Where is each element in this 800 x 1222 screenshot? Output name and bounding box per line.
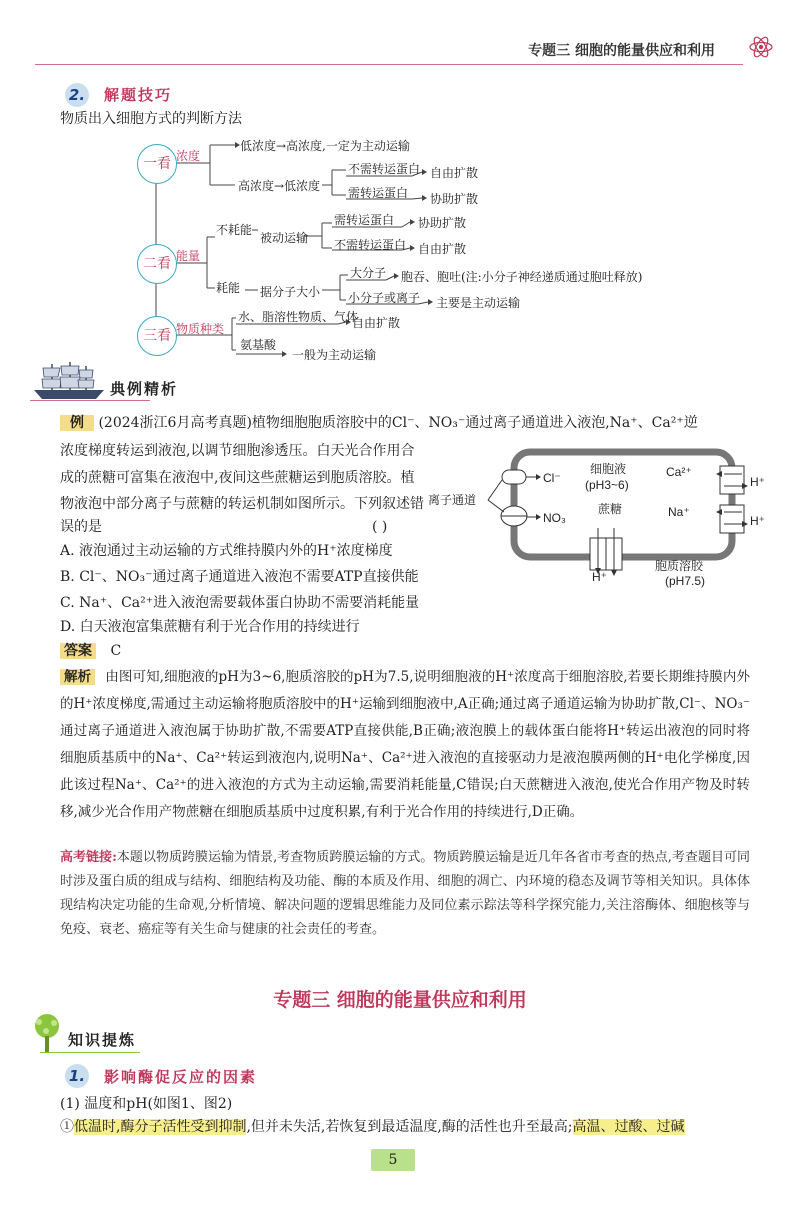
look-one-circle: 一看 bbox=[137, 144, 177, 184]
label-sucrose: 蔗糖 bbox=[598, 502, 623, 516]
answer-value: C bbox=[110, 643, 122, 659]
header-title: 专题三 细胞的能量供应和利用 bbox=[528, 43, 715, 59]
node-assisted-diffusion-1: 协助扩散 bbox=[430, 192, 479, 206]
label-ion-channel: 离子通道 bbox=[428, 493, 477, 507]
node-free-diffusion-1: 自由扩散 bbox=[430, 166, 479, 180]
answer-row bbox=[60, 640, 121, 662]
node-high-to-low: 高浓度→低浓度 bbox=[238, 179, 321, 193]
node-need-protein-2: 需转运蛋白 bbox=[334, 213, 395, 227]
node-energy: 耗能 bbox=[216, 281, 241, 295]
example-line-2: 浓度梯度转运到液泡,以调节细胞渗透压。白天光合作用合 bbox=[60, 443, 415, 459]
category-substance: 物质种类 bbox=[176, 322, 225, 336]
node-by-size: 据分子大小 bbox=[260, 285, 321, 299]
node-no-protein-1: 不需转运蛋白 bbox=[348, 162, 421, 176]
section-subtitle: 物质出入细胞方式的判断方法 bbox=[60, 111, 242, 127]
section-number-1: 1. bbox=[65, 1064, 89, 1088]
knowledge-underline bbox=[40, 1052, 140, 1053]
node-small-molecule: 小分子或离子 bbox=[348, 291, 421, 305]
option-c: C. Na⁺、Ca²⁺进入液泡需要载体蛋白协助不需要消耗能量 bbox=[60, 595, 420, 611]
ship-icon bbox=[30, 360, 108, 402]
example-text-1: (2024浙江6月高考真题)植物细胞胞质溶胶中的Cl⁻、NO₃⁻通过离子通道进入液泡,Na⁺、Ca²⁺逆 bbox=[98, 415, 698, 431]
label-cytosol: 胞质溶胶 bbox=[655, 559, 704, 573]
label-no3: NO₃ bbox=[543, 511, 566, 525]
label-h-1: H⁺ bbox=[750, 475, 765, 489]
knowledge-title: 知识提炼 bbox=[68, 1031, 137, 1049]
look-two-circle: 二看 bbox=[137, 244, 177, 284]
category-concentration: 浓度 bbox=[176, 149, 201, 163]
factor-bullet: ① bbox=[60, 1119, 74, 1135]
section-title-1: 影响酶促反应的因素 bbox=[104, 1068, 258, 1086]
node-need-protein-1: 需转运蛋白 bbox=[348, 186, 409, 200]
node-low-to-high: 低浓度→高浓度,一定为主动运输 bbox=[240, 139, 410, 153]
option-b: B. Cl⁻、NO₃⁻通过离子通道进入液泡不需要ATP直接供能 bbox=[60, 569, 419, 585]
node-free-diffusion-3: 自由扩散 bbox=[352, 316, 401, 330]
answer-bracket: ( ) bbox=[372, 519, 388, 535]
label-ph-sap: (pH3~6) bbox=[585, 478, 629, 492]
look-three-circle: 三看 bbox=[137, 316, 177, 356]
node-usually-active: 一般为主动运输 bbox=[292, 348, 377, 362]
label-h-3: H⁺ bbox=[592, 570, 607, 584]
node-passive-transport: 被动运输 bbox=[260, 231, 309, 245]
example-section-title: 典例精析 bbox=[110, 380, 179, 398]
category-energy: 能量 bbox=[176, 249, 201, 263]
node-assisted-diffusion-2: 协助扩散 bbox=[418, 216, 467, 230]
analysis-paragraph bbox=[60, 664, 750, 826]
node-free-diffusion-2: 自由扩散 bbox=[418, 242, 467, 256]
exam-link-paragraph bbox=[60, 846, 750, 942]
section-number: 2. bbox=[65, 83, 89, 107]
option-a: A. 液泡通过主动运输的方式维持膜内外的H⁺浓度梯度 bbox=[60, 543, 393, 559]
example-line-4: 物液泡中部分离子与蔗糖的转运机制如图所示。下列叙述错 bbox=[60, 496, 424, 512]
node-no-protein-2: 不需转运蛋白 bbox=[334, 238, 407, 252]
example-section-underline bbox=[30, 400, 150, 401]
node-no-energy: 不耗能 bbox=[216, 223, 253, 237]
exam-link-label: 高考链接: bbox=[60, 850, 117, 865]
section-title: 解题技巧 bbox=[104, 86, 173, 104]
answer-label: 答案 bbox=[60, 643, 96, 659]
label-cl: Cl⁻ bbox=[543, 471, 561, 485]
page-number: 5 bbox=[371, 1149, 415, 1171]
example-line-1 bbox=[60, 412, 760, 434]
example-line-5: 误的是 bbox=[60, 519, 102, 535]
node-endo-exocytosis: 胞吞、胞吐(注:小分子神经递质通过胞吐释放) bbox=[401, 270, 643, 284]
option-d: D. 白天液泡富集蔗糖有利于光合作用的持续进行 bbox=[60, 619, 360, 635]
node-big-molecule: 大分子 bbox=[350, 266, 387, 280]
factor-text: ,但并未失活,若恢复到最适温度,酶的活性也升至最高; bbox=[246, 1119, 573, 1135]
label-cell-sap: 细胞液 bbox=[590, 462, 627, 476]
node-water-lipid-gas: 水、脂溶性物质、气体 bbox=[238, 310, 359, 324]
tree-icon bbox=[28, 1012, 66, 1054]
node-mainly-active: 主要是主动运输 bbox=[436, 296, 521, 310]
exam-link-text: 本题以物质跨膜运输为情景,考查物质跨膜运输的方式。物质跨膜运输是近几年各省市考查的热点,考查题目可同时涉及蛋白质的组成与结构、细胞结构及功能、酶的本质及作用、细胞的凋亡、内环境的稳态及调节等相关知识。具体体现结构决定功能的生命观,分析情境、解决问题的逻辑思维能力及同位素示踪法等科学探究能力,关注溶酶体、细胞核等与免疫、衰老、癌症等有关生命与健康的社会责任的考查。 bbox=[60, 850, 750, 937]
label-na: Na⁺ bbox=[668, 505, 690, 519]
topic-title: 专题三 细胞的能量供应和利用 bbox=[273, 989, 527, 1011]
factor-highlight-2: 高温、过酸、过碱 bbox=[572, 1119, 685, 1135]
label-ca: Ca²⁺ bbox=[666, 465, 692, 479]
factor-line-1: (1) 温度和pH(如图1、图2) bbox=[60, 1096, 233, 1112]
analysis-label: 解析 bbox=[60, 669, 95, 685]
factor-highlight-1: 低温时,酶分子活性受到抑制 bbox=[74, 1119, 247, 1135]
example-tag: 例 bbox=[60, 415, 94, 431]
label-ph-cytosol: (pH7.5) bbox=[665, 574, 706, 588]
example-line-3: 成的蔗糖可富集在液泡中,夜间这些蔗糖运到胞质溶胶。植 bbox=[60, 470, 415, 486]
analysis-text: 由图可知,细胞液的pH为3~6,胞质溶胶的pH为7.5,说明细胞液的H⁺浓度高于细胞溶胶,若要长期维持膜内外的H⁺浓度梯度,需通过主动运输将胞质溶胶中的H⁺运输到细胞液中,A正确;通过离子通道运输为协助扩散,Cl⁻、NO₃⁻通过离子通道进入液泡属于协助扩散,不需要ATP直接供能,B正确;液泡膜上的载体蛋白能将H⁺转运出液泡的同时将细胞质基质中的Na⁺、Ca²⁺转运到液泡内,说明Na⁺、Ca²⁺进入液泡的直接驱动力是液泡膜两侧的H⁺电化学梯度,因此该过程Na⁺、Ca²⁺的进入液泡的方式为主动运输,需要消耗能量,C错误;白天蔗糖进入液泡,使光合作用产物及时转移,减少光合作用产物蔗糖在细胞质基质中过度积累,有利于光合作用的持续进行,D正确。 bbox=[60, 669, 751, 820]
factor-line-2 bbox=[60, 1116, 760, 1138]
node-amino-acid: 氨基酸 bbox=[240, 338, 277, 352]
label-h-2: H⁺ bbox=[750, 514, 765, 528]
